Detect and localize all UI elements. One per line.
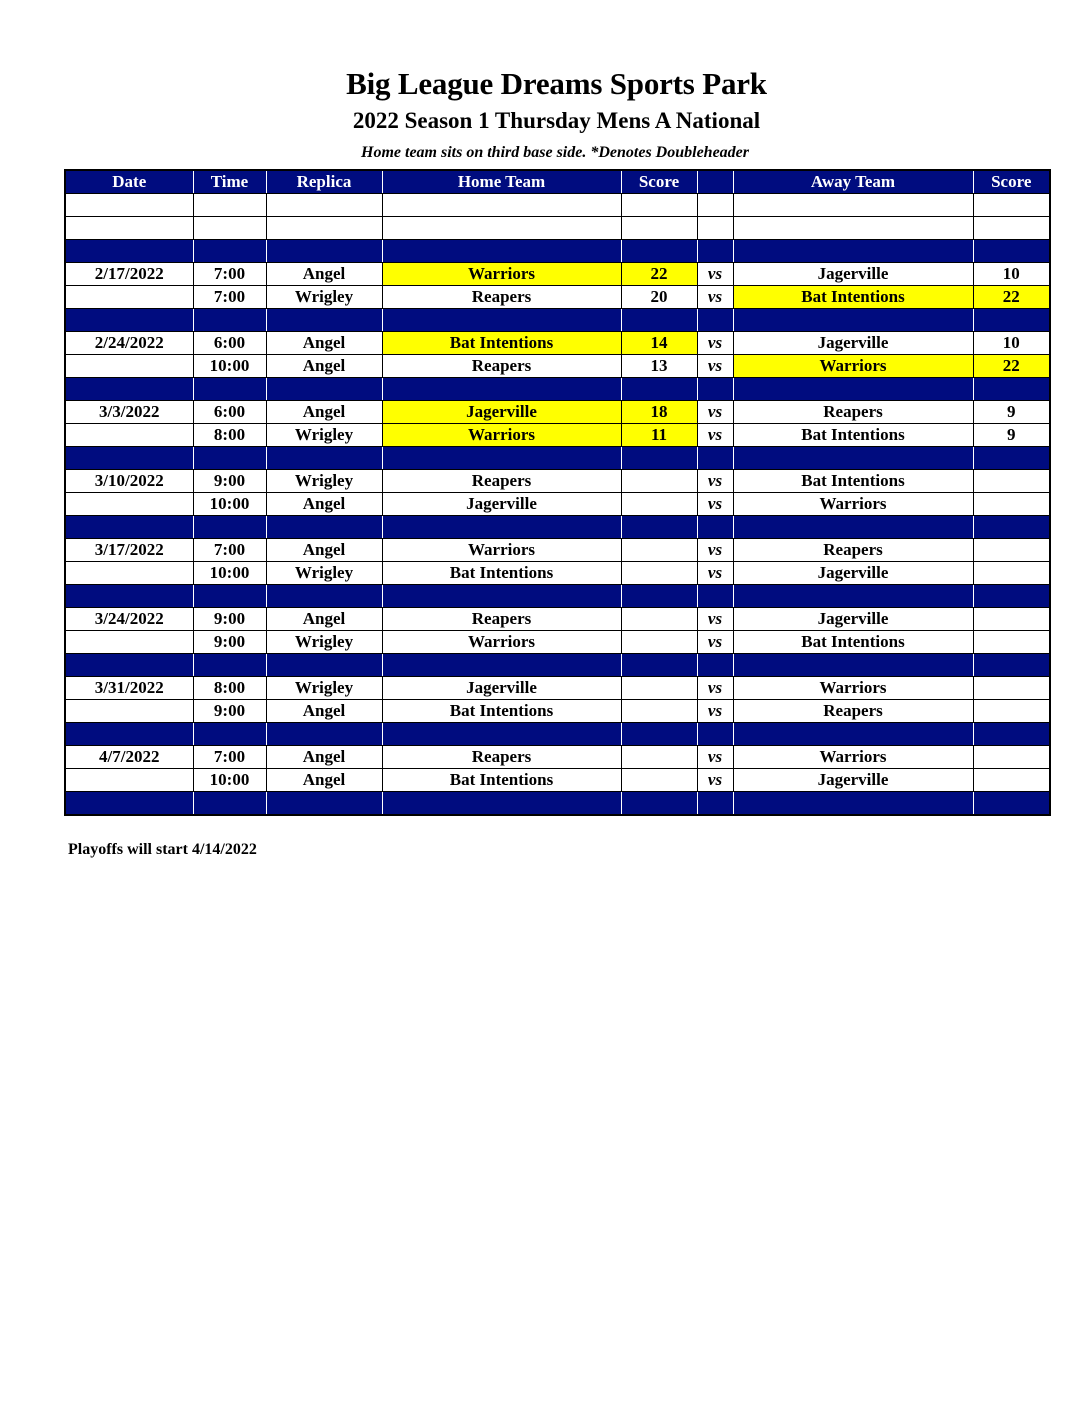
time-cell: 6:00 [193, 401, 266, 424]
replica-cell [266, 378, 382, 401]
away-team-cell [733, 723, 973, 746]
away-score-cell [973, 240, 1050, 263]
week-separator-row [65, 516, 1050, 539]
week-separator-row [65, 240, 1050, 263]
replica-cell: Wrigley [266, 562, 382, 585]
away-score-cell [973, 746, 1050, 769]
week-separator-row [65, 792, 1050, 816]
replica-cell: Wrigley [266, 631, 382, 654]
vs-cell [697, 654, 733, 677]
date-cell [65, 631, 193, 654]
vs-cell: vs [697, 332, 733, 355]
column-header-time: Time [193, 170, 266, 194]
time-cell: 8:00 [193, 677, 266, 700]
away-score-cell [973, 608, 1050, 631]
home-score-cell [621, 608, 697, 631]
week-separator-row [65, 654, 1050, 677]
away-score-cell [973, 470, 1050, 493]
home-team-cell [382, 378, 621, 401]
home-team-cell: Reapers [382, 355, 621, 378]
game-row [65, 769, 1050, 792]
away-team-cell: Warriors [733, 677, 973, 700]
home-score-cell [621, 585, 697, 608]
home-team-cell [382, 654, 621, 677]
column-header-away-team: Away Team [733, 170, 973, 194]
home-team-cell: Bat Intentions [382, 700, 621, 723]
week-separator-row [65, 585, 1050, 608]
vs-cell [697, 240, 733, 263]
replica-cell: Wrigley [266, 677, 382, 700]
replica-cell [266, 240, 382, 263]
away-team-cell: Jagerville [733, 608, 973, 631]
vs-cell: vs [697, 677, 733, 700]
date-cell: 2/17/2022 [65, 263, 193, 286]
vs-cell [697, 585, 733, 608]
home-score-cell [621, 240, 697, 263]
time-cell: 9:00 [193, 608, 266, 631]
date-cell [65, 562, 193, 585]
away-score-cell [973, 769, 1050, 792]
time-cell: 7:00 [193, 746, 266, 769]
home-team-cell [382, 309, 621, 332]
home-team-cell [382, 194, 621, 217]
date-cell [65, 378, 193, 401]
away-score-cell: 9 [973, 401, 1050, 424]
replica-cell [266, 217, 382, 240]
home-team-cell: Bat Intentions [382, 332, 621, 355]
away-team-cell [733, 217, 973, 240]
home-score-cell [621, 493, 697, 516]
week-separator-row [65, 378, 1050, 401]
replica-cell: Angel [266, 263, 382, 286]
home-score-cell [621, 654, 697, 677]
home-team-cell: Bat Intentions [382, 769, 621, 792]
game-row [65, 562, 1050, 585]
away-score-cell [973, 309, 1050, 332]
date-cell: 3/24/2022 [65, 608, 193, 631]
away-team-cell [733, 378, 973, 401]
away-score-cell: 10 [973, 263, 1050, 286]
vs-cell [697, 516, 733, 539]
away-score-cell [973, 378, 1050, 401]
week-separator-row [65, 723, 1050, 746]
vs-cell [697, 723, 733, 746]
home-team-cell: Bat Intentions [382, 562, 621, 585]
away-score-cell [973, 539, 1050, 562]
game-row [65, 746, 1050, 769]
away-team-cell: Reapers [733, 539, 973, 562]
schedule-note: Home team sits on third base side. *Denotes Doubleheader [361, 144, 749, 161]
away-score-cell [973, 516, 1050, 539]
home-score-cell [621, 447, 697, 470]
away-team-cell: Bat Intentions [733, 470, 973, 493]
game-row [65, 424, 1050, 447]
away-team-cell: Jagerville [733, 332, 973, 355]
away-score-cell [973, 447, 1050, 470]
replica-cell: Angel [266, 355, 382, 378]
away-score-cell [973, 194, 1050, 217]
replica-cell [266, 654, 382, 677]
replica-cell: Angel [266, 332, 382, 355]
home-score-cell: 22 [621, 263, 697, 286]
time-cell: 8:00 [193, 424, 266, 447]
date-cell [65, 585, 193, 608]
game-row [65, 631, 1050, 654]
time-cell [193, 516, 266, 539]
away-team-cell: Warriors [733, 493, 973, 516]
date-cell [65, 194, 193, 217]
home-score-cell [621, 746, 697, 769]
time-cell [193, 654, 266, 677]
date-cell [65, 792, 193, 816]
away-team-cell [733, 516, 973, 539]
date-cell: 3/17/2022 [65, 539, 193, 562]
time-cell: 7:00 [193, 539, 266, 562]
away-team-cell: Warriors [733, 746, 973, 769]
date-cell [65, 309, 193, 332]
vs-cell: vs [697, 746, 733, 769]
away-team-cell: Reapers [733, 700, 973, 723]
home-team-cell: Warriors [382, 631, 621, 654]
date-cell [65, 240, 193, 263]
vs-cell: vs [697, 631, 733, 654]
page-title: Big League Dreams Sports Park [346, 66, 767, 101]
time-cell [193, 585, 266, 608]
week-separator-row [65, 447, 1050, 470]
time-cell: 9:00 [193, 631, 266, 654]
home-score-cell [621, 792, 697, 816]
time-cell: 6:00 [193, 332, 266, 355]
time-cell [193, 194, 266, 217]
vs-cell: vs [697, 539, 733, 562]
time-cell [193, 378, 266, 401]
away-score-cell [973, 723, 1050, 746]
away-team-cell [733, 240, 973, 263]
vs-cell: vs [697, 263, 733, 286]
time-cell [193, 792, 266, 816]
vs-cell: vs [697, 700, 733, 723]
replica-cell [266, 516, 382, 539]
home-score-cell [621, 194, 697, 217]
away-score-cell [973, 792, 1050, 816]
home-score-cell: 13 [621, 355, 697, 378]
home-team-cell [382, 792, 621, 816]
date-cell [65, 700, 193, 723]
blank-row [65, 194, 1050, 217]
replica-cell: Wrigley [266, 286, 382, 309]
away-score-cell [973, 700, 1050, 723]
away-team-cell: Bat Intentions [733, 424, 973, 447]
away-score-cell: 9 [973, 424, 1050, 447]
home-team-cell: Jagerville [382, 493, 621, 516]
home-team-cell [382, 516, 621, 539]
date-cell [65, 447, 193, 470]
game-row [65, 263, 1050, 286]
date-cell [65, 493, 193, 516]
game-row [65, 286, 1050, 309]
time-cell: 10:00 [193, 562, 266, 585]
date-cell [65, 286, 193, 309]
vs-cell: vs [697, 493, 733, 516]
home-team-cell [382, 585, 621, 608]
home-score-cell [621, 378, 697, 401]
replica-cell: Angel [266, 539, 382, 562]
replica-cell: Angel [266, 608, 382, 631]
vs-cell: vs [697, 401, 733, 424]
date-cell [65, 769, 193, 792]
vs-cell: vs [697, 470, 733, 493]
home-score-cell [621, 769, 697, 792]
away-score-cell: 22 [973, 286, 1050, 309]
page-subtitle: 2022 Season 1 Thursday Mens A National [352, 108, 761, 133]
game-row [65, 332, 1050, 355]
away-score-cell: 10 [973, 332, 1050, 355]
away-score-cell: 22 [973, 355, 1050, 378]
home-team-cell: Jagerville [382, 401, 621, 424]
time-cell: 9:00 [193, 700, 266, 723]
home-score-cell [621, 700, 697, 723]
column-header-date: Date [65, 170, 193, 194]
vs-cell [697, 194, 733, 217]
date-cell [65, 723, 193, 746]
date-cell: 2/24/2022 [65, 332, 193, 355]
date-cell [65, 355, 193, 378]
home-team-cell [382, 217, 621, 240]
replica-cell: Angel [266, 401, 382, 424]
home-score-cell [621, 562, 697, 585]
date-cell [65, 654, 193, 677]
away-team-cell [733, 792, 973, 816]
home-score-cell [621, 470, 697, 493]
away-score-cell [973, 585, 1050, 608]
away-team-cell [733, 194, 973, 217]
vs-cell: vs [697, 286, 733, 309]
away-score-cell [973, 217, 1050, 240]
away-score-cell [973, 493, 1050, 516]
vs-cell: vs [697, 608, 733, 631]
home-score-cell [621, 309, 697, 332]
replica-cell: Angel [266, 746, 382, 769]
replica-cell [266, 723, 382, 746]
date-cell [65, 516, 193, 539]
blank-row [65, 217, 1050, 240]
replica-cell [266, 585, 382, 608]
away-team-cell: Jagerville [733, 769, 973, 792]
vs-cell [697, 447, 733, 470]
date-cell: 3/10/2022 [65, 470, 193, 493]
game-row [65, 401, 1050, 424]
away-score-cell [973, 677, 1050, 700]
week-separator-row [65, 309, 1050, 332]
home-team-cell [382, 447, 621, 470]
home-team-cell: Reapers [382, 608, 621, 631]
time-cell: 7:00 [193, 286, 266, 309]
column-header-home-score: Score [621, 170, 697, 194]
replica-cell: Angel [266, 700, 382, 723]
home-team-cell: Jagerville [382, 677, 621, 700]
replica-cell: Wrigley [266, 470, 382, 493]
game-row [65, 608, 1050, 631]
vs-cell [697, 378, 733, 401]
away-team-cell: Jagerville [733, 562, 973, 585]
playoffs-note: Playoffs will start 4/14/2022 [68, 841, 257, 858]
replica-cell [266, 792, 382, 816]
time-cell: 10:00 [193, 493, 266, 516]
vs-cell: vs [697, 424, 733, 447]
column-header-away-score: Score [973, 170, 1050, 194]
date-cell: 4/7/2022 [65, 746, 193, 769]
game-row [65, 493, 1050, 516]
away-team-cell [733, 654, 973, 677]
time-cell [193, 447, 266, 470]
date-cell: 3/3/2022 [65, 401, 193, 424]
game-row [65, 355, 1050, 378]
home-score-cell: 20 [621, 286, 697, 309]
away-team-cell [733, 447, 973, 470]
time-cell [193, 309, 266, 332]
schedule-table [64, 169, 1051, 816]
game-row [65, 677, 1050, 700]
vs-cell: vs [697, 769, 733, 792]
away-team-cell: Bat Intentions [733, 631, 973, 654]
home-score-cell [621, 631, 697, 654]
home-score-cell: 11 [621, 424, 697, 447]
away-score-cell [973, 562, 1050, 585]
vs-cell [697, 309, 733, 332]
home-team-cell [382, 240, 621, 263]
home-score-cell [621, 217, 697, 240]
column-header-home-team: Home Team [382, 170, 621, 194]
time-cell [193, 217, 266, 240]
column-header-vs [697, 170, 733, 194]
home-score-cell: 14 [621, 332, 697, 355]
game-row [65, 539, 1050, 562]
away-team-cell [733, 585, 973, 608]
home-score-cell [621, 677, 697, 700]
column-header-replica: Replica [266, 170, 382, 194]
home-team-cell [382, 723, 621, 746]
replica-cell: Angel [266, 493, 382, 516]
date-cell [65, 217, 193, 240]
time-cell [193, 723, 266, 746]
replica-cell [266, 194, 382, 217]
home-score-cell [621, 723, 697, 746]
away-team-cell: Warriors [733, 355, 973, 378]
home-team-cell: Reapers [382, 746, 621, 769]
header-row [65, 170, 1050, 194]
away-score-cell [973, 654, 1050, 677]
vs-cell: vs [697, 562, 733, 585]
away-score-cell [973, 631, 1050, 654]
home-team-cell: Warriors [382, 263, 621, 286]
away-team-cell [733, 309, 973, 332]
time-cell: 10:00 [193, 769, 266, 792]
replica-cell: Wrigley [266, 424, 382, 447]
time-cell [193, 240, 266, 263]
home-team-cell: Reapers [382, 286, 621, 309]
replica-cell: Angel [266, 769, 382, 792]
replica-cell [266, 447, 382, 470]
date-cell: 3/31/2022 [65, 677, 193, 700]
away-team-cell: Reapers [733, 401, 973, 424]
time-cell: 7:00 [193, 263, 266, 286]
game-row [65, 470, 1050, 493]
replica-cell [266, 309, 382, 332]
vs-cell: vs [697, 355, 733, 378]
vs-cell [697, 792, 733, 816]
time-cell: 9:00 [193, 470, 266, 493]
home-score-cell: 18 [621, 401, 697, 424]
time-cell: 10:00 [193, 355, 266, 378]
schedule-body [65, 194, 1050, 816]
home-team-cell: Warriors [382, 424, 621, 447]
vs-cell [697, 217, 733, 240]
away-team-cell: Jagerville [733, 263, 973, 286]
home-score-cell [621, 516, 697, 539]
home-team-cell: Warriors [382, 539, 621, 562]
away-team-cell: Bat Intentions [733, 286, 973, 309]
game-row [65, 700, 1050, 723]
date-cell [65, 424, 193, 447]
home-score-cell [621, 539, 697, 562]
home-team-cell: Reapers [382, 470, 621, 493]
